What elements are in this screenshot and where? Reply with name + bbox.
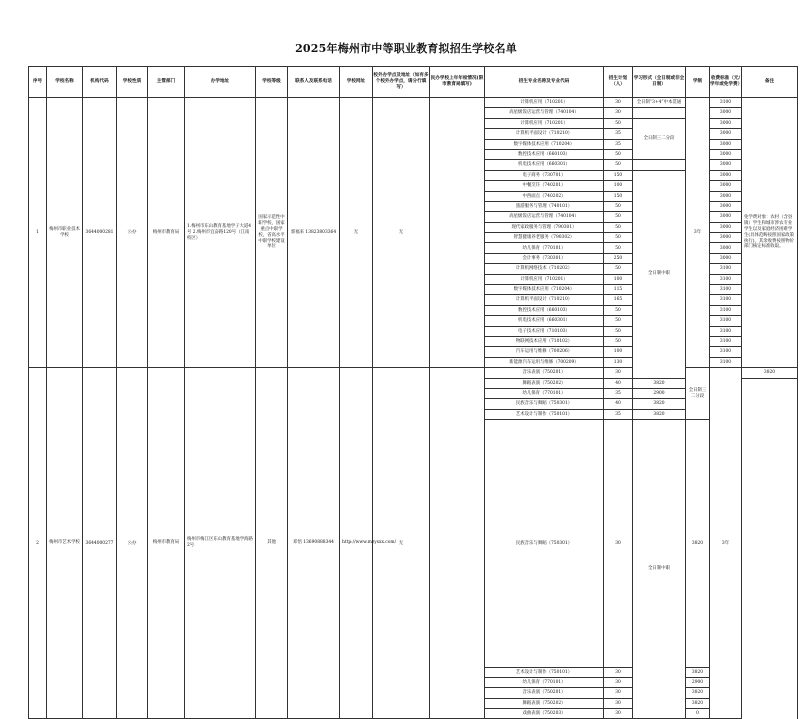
contact-cell: 郭福来 13823803364 [288, 98, 340, 368]
plan-cell: 30 [604, 698, 633, 708]
plan-cell: 100 [604, 347, 633, 357]
fee-cell: 3100 [710, 357, 742, 367]
fee-cell: 3100 [710, 295, 742, 305]
plan-cell: 30 [604, 667, 633, 677]
fee-cell: 3100 [710, 336, 742, 346]
fee-cell: 3100 [710, 316, 742, 326]
plan-cell: 115 [604, 285, 633, 295]
study-form-cell: 全日制中职 [633, 170, 686, 378]
fee-cell: 3820 [686, 688, 710, 698]
plan-cell: 35 [604, 388, 633, 398]
plan-cell: 50 [604, 326, 633, 336]
plan-cell: 50 [604, 316, 633, 326]
major-cell: 计算机网络技术（710202） [485, 264, 604, 274]
major-cell: 数控技术应用（660103） [485, 149, 604, 159]
major-cell: 艺术设计与制作（750101） [485, 667, 604, 677]
inspection-cell [430, 368, 485, 719]
remarks-cell: 免学费对象：农村（含县镇）学生和城市涉农专业学生以及家庭经济困难学生(具体范畴按照国家政策执行)，其余收费按照物价部门核定标准收取。 [742, 98, 798, 368]
table-body [29, 98, 798, 719]
major-cell: 会计事务（730301） [485, 253, 604, 263]
header-remarks: 备注 [742, 67, 798, 98]
fee-cell: 0 [686, 709, 710, 719]
address-cell: 梅州市梅江区东山教育基地学海路2号 [185, 368, 256, 719]
fee-cell: 3000 [710, 253, 742, 263]
fee-cell: 3820 [686, 698, 710, 708]
website-cell: 无 [340, 98, 373, 368]
plan-cell: 50 [604, 233, 633, 243]
study-form-cell: 全日制“3+4”中本贯通 [633, 98, 686, 108]
authority-cell: 梅州市教育局 [148, 98, 185, 368]
plan-cell: 40 [604, 378, 633, 388]
major-cell: 舞蹈表演（750202） [485, 378, 604, 388]
fee-cell: 3100 [710, 285, 742, 295]
fee-cell: 3000 [710, 222, 742, 232]
school-nature-cell: 公办 [117, 368, 148, 719]
org-code-cell: 3644000281 [83, 98, 117, 368]
fee-cell: 3000 [710, 201, 742, 211]
plan-cell: 30 [604, 677, 633, 687]
major-cell: 数字媒体技术应用（710204） [485, 139, 604, 149]
major-cell: 数控技术应用（660103） [485, 305, 604, 315]
major-cell: 戏曲表演（750203） [485, 709, 604, 719]
header-address: 办学地址 [185, 67, 256, 98]
fee-cell: 3820 [742, 368, 798, 378]
plan-cell: 35 [604, 409, 633, 419]
header-seq: 序号 [29, 67, 47, 98]
campus-cell: 无 [373, 368, 430, 719]
school-name-cell: 梅州市艺术学校 [47, 368, 83, 719]
major-cell: 汽车运用与维修（700206） [485, 347, 604, 357]
major-cell: 计算机应用（710201） [485, 98, 604, 108]
plan-cell: 35 [604, 129, 633, 139]
fee-cell: 3820 [633, 399, 686, 409]
fee-cell: 3000 [710, 212, 742, 222]
page-title: 2025年梅州市中等职业教育拟招生学校名单 [295, 42, 517, 55]
plan-cell: 50 [604, 212, 633, 222]
header-campus: 校外办学点及地址（如有多个校外办学点，请分行填写） [373, 67, 430, 98]
major-cell: 旅游服务与管理（740101） [485, 201, 604, 211]
study-form-cell [633, 160, 686, 170]
fee-cell: 3000 [710, 233, 742, 243]
plan-cell: 30 [604, 420, 633, 667]
major-cell: 幼儿保育（770101） [485, 388, 604, 398]
major-cell: 艺术设计与制作（750101） [485, 409, 604, 419]
major-cell: 机电技术应用（660301） [485, 316, 604, 326]
fee-cell: 3820 [686, 667, 710, 677]
study-form-cell: 全日制中职 [633, 420, 686, 719]
header-plan: 招生计划（人） [604, 67, 633, 98]
fee-cell: 3000 [710, 170, 742, 180]
plan-cell: 30 [604, 368, 633, 378]
study-form-cell [633, 108, 686, 118]
fee-cell: 3000 [710, 243, 742, 253]
fee-cell: 3820 [633, 409, 686, 419]
plan-cell: 30 [604, 98, 633, 108]
plan-cell: 50 [604, 264, 633, 274]
fee-cell: 3000 [710, 139, 742, 149]
fee-cell: 3000 [710, 191, 742, 201]
header-private-inspection: 民办学校上年年检情况(限市教育局填写) [430, 67, 485, 98]
plan-cell: 100 [604, 274, 633, 284]
plan-cell: 35 [604, 139, 633, 149]
duration-cell: 3年 [710, 368, 742, 719]
major-cell: 音乐表演（750201） [485, 688, 604, 698]
org-code-cell: 3644000277 [83, 368, 117, 719]
fee-cell: 3100 [710, 264, 742, 274]
fee-cell: 3100 [710, 98, 742, 108]
plan-cell: 50 [604, 118, 633, 128]
header-fee: 收费标准（元/学年或免学费） [710, 67, 742, 98]
inspection-cell [430, 98, 485, 368]
plan-cell: 165 [604, 295, 633, 305]
header-school-level: 学校等级 [256, 67, 288, 98]
plan-cell: 50 [604, 201, 633, 211]
major-cell: 民族音乐与舞蹈（750301） [485, 399, 604, 409]
major-cell: 电子技术应用（710103） [485, 326, 604, 336]
plan-cell: 250 [604, 253, 633, 263]
major-cell: 音乐表演（750201） [485, 368, 604, 378]
major-cell: 现代家政服务与管理（790301） [485, 222, 604, 232]
school-table [28, 66, 798, 719]
school-level-cell: 国家示范性中职学校，国家重点中职学校，省高水平中职学校建设单位 [256, 98, 288, 368]
plan-cell: 30 [604, 709, 633, 719]
header-row [29, 67, 798, 98]
website-cell: http://www.mzysxx.com/ [340, 368, 373, 719]
major-cell: 中西面点（740202） [485, 191, 604, 201]
major-cell: 民族音乐与舞蹈（750301） [485, 420, 604, 667]
fee-cell: 3000 [710, 181, 742, 191]
plan-cell: 50 [604, 243, 633, 253]
header-website: 学校网址 [340, 67, 373, 98]
seq-cell: 2 [29, 368, 47, 719]
fee-cell: 3100 [710, 274, 742, 284]
major-cell: 新能源汽车运用与维修（700209） [485, 357, 604, 367]
plan-cell: 130 [604, 357, 633, 367]
plan-cell: 50 [604, 222, 633, 232]
fee-cell: 3820 [686, 420, 710, 667]
major-cell: 计算机应用（710201） [485, 274, 604, 284]
fee-cell: 3100 [710, 305, 742, 315]
fee-cell: 2900 [686, 677, 710, 687]
major-cell: 计算机平面设计（710210） [485, 129, 604, 139]
fee-cell: 3000 [710, 108, 742, 118]
header-study-form: 学习形式（全日制或非全日制） [633, 67, 686, 98]
seq-cell: 1 [29, 98, 47, 368]
plan-cell: 100 [604, 181, 633, 191]
plan-cell: 30 [604, 688, 633, 698]
major-cell: 计算机应用（710201） [485, 118, 604, 128]
fee-cell: 2900 [633, 388, 686, 398]
plan-cell: 50 [604, 305, 633, 315]
contact-cell: 邓悟 13690888344 [288, 368, 340, 719]
major-cell: 计算机平面设计（710210） [485, 295, 604, 305]
header-duration: 学制 [686, 67, 710, 98]
fee-cell: 3000 [710, 160, 742, 170]
study-form-cell: 全日制三二分段 [686, 368, 710, 420]
header-school-name: 学校名称 [47, 67, 83, 98]
fee-cell: 3000 [710, 118, 742, 128]
header-authority: 主管部门 [148, 67, 185, 98]
school-name-cell: 梅州市职业技术学校 [47, 98, 83, 368]
plan-cell: 50 [604, 336, 633, 346]
plan-cell: 50 [604, 160, 633, 170]
fee-cell: 3820 [633, 378, 686, 388]
header-contact: 联系人及联系电话 [288, 67, 340, 98]
plan-cell: 50 [604, 149, 633, 159]
major-cell: 舞蹈表演（750202） [485, 698, 604, 708]
duration-cell: 3年 [686, 98, 710, 368]
major-cell: 幼儿保育（770101） [485, 243, 604, 253]
major-cell: 幼儿保育（770101） [485, 677, 604, 687]
major-cell: 物联网技术应用（710102） [485, 336, 604, 346]
fee-cell: 3100 [710, 326, 742, 336]
major-cell: 智慧健康养老服务（790302） [485, 233, 604, 243]
fee-cell: 3000 [710, 129, 742, 139]
header-major: 招生专业名称及专业代码 [485, 67, 604, 98]
plan-cell: 30 [604, 108, 633, 118]
study-form-cell: 全日制三二分段 [633, 118, 686, 160]
major-cell: 高星级饭店运营与管理（740104） [485, 108, 604, 118]
major-cell: 数字媒体技术应用（710204） [485, 285, 604, 295]
major-cell: 电子商务（730701） [485, 170, 604, 180]
major-cell: 机电技术应用（660301） [485, 160, 604, 170]
campus-cell: 无 [373, 98, 430, 368]
plan-cell: 150 [604, 191, 633, 201]
school-nature-cell: 公办 [117, 98, 148, 368]
header-school-nature: 学校性质 [117, 67, 148, 98]
major-cell: 中餐烹饪（740201） [485, 181, 604, 191]
address-cell: 1.梅州市东山教育基地学子大道4号 2.梅州市宜奋路120号（江南校区） [185, 98, 256, 368]
plan-cell: 40 [604, 399, 633, 409]
plan-cell: 150 [604, 170, 633, 180]
fee-cell: 3100 [710, 347, 742, 357]
major-cell: 高星级饭店运营与管理（740104） [485, 212, 604, 222]
fee-cell: 3000 [710, 149, 742, 159]
header-org-code: 机构代码 [83, 67, 117, 98]
school-level-cell: 其他 [256, 368, 288, 719]
authority-cell: 梅州市教育局 [148, 368, 185, 719]
table-row [29, 98, 798, 108]
